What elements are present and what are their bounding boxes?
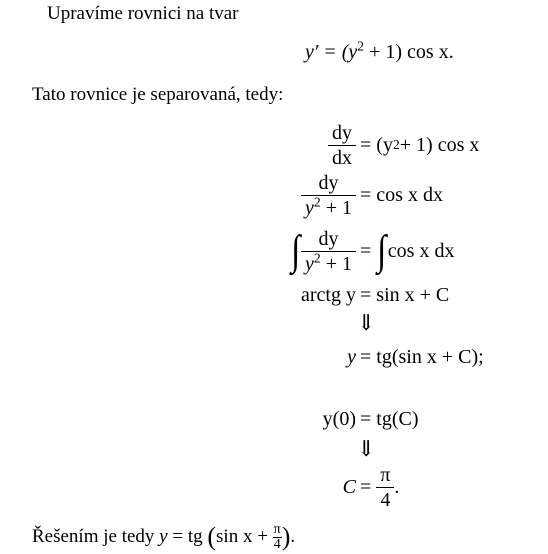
conclusion-text: Řešením je tedy (32, 526, 155, 547)
equation-step-2: $\frac{dy}{y^2 + 1}$ = cos x dx (0, 170, 548, 220)
equation-step-4: arctg y = sin x + C (301, 283, 450, 306)
fraction-dy-y2: $\frac{dy}{y^2 + 1}$ (301, 171, 356, 220)
conclusion: Řešením je tedy y = tg ( sin x + $\frac{\pi}{4}$ ) . (32, 521, 296, 552)
intro-equation: $y' = (y^2 + 1)$ cos x. (305, 38, 454, 63)
equation-step-3: ∫ $\frac{dy}{y^2 + 1}$ = ∫ cos x dx (290, 227, 455, 275)
implies-arrow-1: ⇓ (357, 310, 376, 335)
integral-sign: ∫ (290, 228, 300, 274)
separable-text: Tato rovnice je separovaná, tedy: (32, 84, 284, 105)
equation-step-1: $\frac{dy}{dx}$ = (y 2 + 1) cos x (0, 120, 548, 170)
equation-step-6: y(0) = tg(C) (322, 407, 419, 430)
equation-step-5: y = tg(sin x + C); (347, 345, 484, 368)
fraction-pi-over-4-small: $\frac{\pi}{4}$ (273, 521, 281, 552)
integral-sign: ∫ (377, 228, 387, 274)
fraction-dy-y2-integrand: $\frac{dy}{y^2 + 1}$ (301, 227, 356, 276)
intro-text: Upravíme rovnici na tvar (47, 3, 239, 24)
fraction-dy-dx: $\frac{dy}{dx}$ (328, 121, 356, 170)
implies-arrow-2: ⇓ (357, 436, 376, 461)
equation-step-7: C = $\frac{\pi}{4}$ . (342, 463, 400, 511)
fraction-pi-over-4: $\frac{\pi}{4}$ (376, 463, 394, 512)
